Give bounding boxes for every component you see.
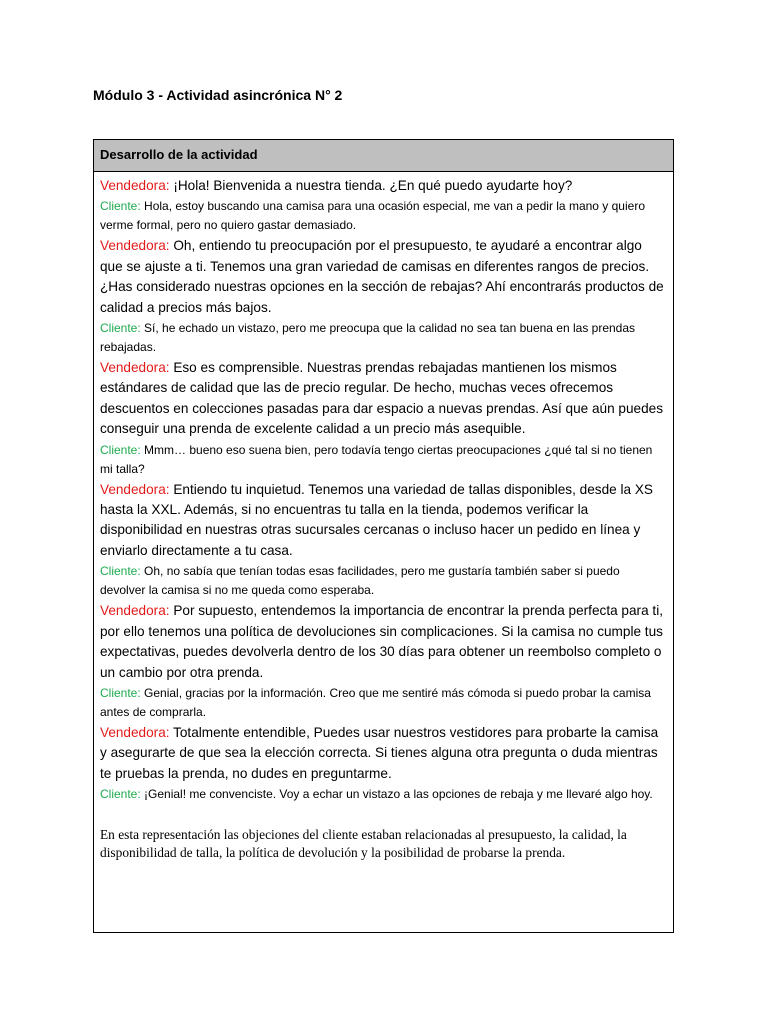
speaker-label-seller: Vendedora: <box>100 603 170 619</box>
dialogue-turn <box>100 197 667 235</box>
document-title: Módulo 3 - Actividad asincrónica N° 2 <box>93 87 343 103</box>
table-header: Desarrollo de la actividad <box>94 140 673 172</box>
speaker-label-seller: Vendedora: <box>100 724 170 740</box>
turn-text: Por supuesto, entendemos la importancia de encontrar la prenda perfecta para ti, por ello tenemos una política de devoluciones sin complicaciones. Si la camisa no cumple tus expectativas, puedes devolverla dentro de los 30 días para obtener un reembolso completo o un cambio por otra prenda. <box>100 603 663 680</box>
dialogue-turn <box>100 562 667 600</box>
dialogue-turn <box>100 319 667 357</box>
dialogue-turn <box>100 236 667 318</box>
turn-text: Eso es comprensible. Nuestras prendas rebajadas mantienen los mismos estándares de calidad que las de precio regular. De hecho, muchas veces ofrecemos descuentos en colecciones pasadas para dar espacio a nuevas prendas. Así que aún puedes conseguir una prenda de excelente calidad a un precio más asequible. <box>100 360 664 437</box>
speaker-label-client: Cliente: <box>100 564 141 579</box>
dialogue-turn <box>100 176 667 196</box>
speaker-label-seller: Vendedora: <box>100 481 170 497</box>
dialogue-turn <box>100 785 667 804</box>
dialogue-turn <box>100 684 667 722</box>
turn-text: Oh, no sabía que tenían todas esas facilidades, pero me gustaría también saber si puedo devolver la camisa si no me queda como esperaba. <box>100 564 620 598</box>
turn-text: Sí, he echado un vistazo, pero me preocupa que la calidad no sea tan buena en las prendas rebajadas. <box>100 321 636 355</box>
speaker-label-client: Cliente: <box>100 442 141 457</box>
turn-text: Hola, estoy buscando una camisa para una ocasión especial, me van a pedir la mano y quiero verme formal, pero no quiero gastar demasiado. <box>100 199 645 233</box>
turn-text: Entiendo tu inquietud. Tenemos una variedad de tallas disponibles, desde la XS hasta la XXL. Además, si no encuentras tu talla en la tienda, podemos verificar la disponibilidad en nuestras otras sucursales cercanas o incluso hacer un pedido en línea y enviarlo directamente a tu casa. <box>100 481 653 558</box>
dialogue-turn <box>100 441 667 479</box>
activity-table <box>93 139 674 933</box>
turn-text: ¡Hola! Bienvenida a nuestra tienda. ¿En qué puedo ayudarte hoy? <box>169 178 573 193</box>
turn-text: Genial, gracias por la información. Creo que me sentiré más cómoda si puedo probar la camisa antes de comprarla. <box>100 685 651 719</box>
speaker-label-client: Cliente: <box>100 199 141 214</box>
speaker-label-seller: Vendedora: <box>100 178 170 193</box>
turn-text: Oh, entiendo tu preocupación por el presupuesto, te ayudaré a encontrar algo que se ajuste a ti. Tenemos una gran variedad de camisas en diferentes rangos de precios. ¿Has considerado nuestras opciones en la sección de rebajas? Ahí encontrarás productos de calidad a precios más bajos. <box>100 238 664 315</box>
dialogue-turn <box>100 601 667 683</box>
speaker-label-client: Cliente: <box>100 685 141 700</box>
speaker-label-client: Cliente: <box>100 321 141 336</box>
turn-text: ¡Genial! me convenciste. Voy a echar un vistazo a las opciones de rebaja y me llevaré algo hoy. <box>140 787 653 802</box>
turn-text: Mmm… bueno eso suena bien, pero todavía tengo ciertas preocupaciones ¿qué tal si no tienen mi talla? <box>100 442 653 476</box>
dialogue-turn <box>100 480 667 562</box>
turn-text: Totalmente entendible, Puedes usar nuestros vestidores para probarte la camisa y asegurarte de que sea la elección correcta. Si tienes alguna otra pregunta o duda mientras te pruebas la prenda, no dudes en preguntarme. <box>100 724 659 781</box>
summary-paragraph: En esta representación las objeciones del cliente estaban relacionadas al presupuesto, la calidad, la disponibilidad de talla, la política de devolución y la posibilidad de probarse la prenda. <box>100 827 627 861</box>
speaker-label-seller: Vendedora: <box>100 360 170 376</box>
speaker-label-seller: Vendedora: <box>100 238 170 254</box>
dialogue <box>94 172 673 862</box>
dialogue-turn <box>100 723 667 784</box>
speaker-label-client: Cliente: <box>100 787 141 802</box>
dialogue-turn <box>100 358 667 440</box>
